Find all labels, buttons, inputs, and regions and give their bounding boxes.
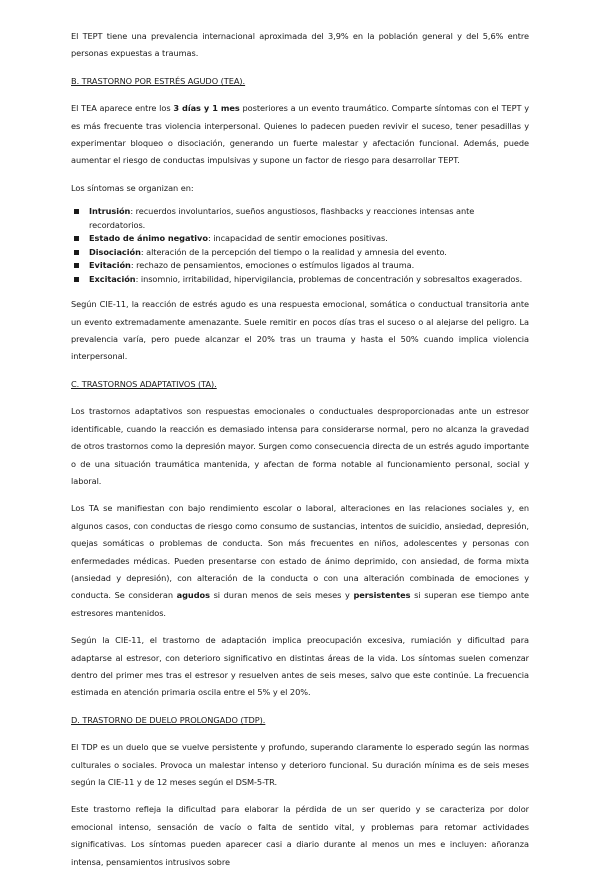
symptom-desc: : alteración de la percepción del tiempo o la realidad y amnesia del evento.	[140, 246, 447, 257]
text-run: si superan ese tiempo ante estresores mantenidos.	[71, 590, 529, 618]
section-d-paragraph-2: Este trastorno refleja la dificultad para elaborar la pérdida de un ser querido y se caracteriza por dolor emocional intenso, sensación de vacío o falta de sentido vital, y problemas para retomar actividades significativas. Los síntomas pueden aparecer casi a diario durante al menos un mes e incluyen: añoranza intensa, pensamientos intrusivos sobre	[71, 804, 529, 867]
square-bullet-icon	[74, 209, 79, 214]
text-run: posteriores a un evento traumático. Comparte síntomas con el TEPT y es más frecuente tras violencia interpersonal. Quienes lo padecen pueden revivir el suceso, tener pesadillas y experimentar bloqueo o disociación, generando un fuerte malestar y afectación funcional. Además, puede aumentar el riesgo de conductas impulsivas y supone un factor de riesgo para desarrollar TEPT.	[71, 103, 529, 166]
symptom-term: Estado de ánimo negativo	[89, 233, 208, 244]
section-d-heading: D. TRASTORNO DE DUELO PROLONGADO (TDP).	[71, 714, 266, 725]
section-d-paragraph-1: El TDP es un duelo que se vuelve persistente y profundo, superando claramente lo esperado según las normas culturales o sociales. Provoca un malestar intenso y deterioro funcional. Su duración mínima es de seis meses según la CIE-11 y de 12 meses según el DSM-5-TR.	[71, 742, 529, 787]
section-b-paragraph-2: Según CIE-11, la reacción de estrés agudo es una respuesta emocional, somática o conductual transitoria ante un evento extremadamente amenazante. Suele remitir en pocos días tras el suceso o al alejarse del peligro. La prevalencia varía, pero puede alcanzar el 20% tras un trauma y hasta el 50% cuando implica violencia interpersonal.	[71, 299, 529, 362]
section-c-heading: C. TRASTORNOS ADAPTATIVOS (TA).	[71, 378, 217, 389]
symptom-desc: : rechazo de pensamientos, emociones o estímulos ligados al trauma.	[130, 260, 415, 271]
square-bullet-icon	[74, 250, 79, 255]
symptom-term: Disociación	[89, 246, 141, 257]
symptoms-intro: Los síntomas se organizan en:	[71, 182, 194, 193]
symptoms-list	[71, 205, 529, 286]
bold-persistentes: persistentes	[353, 590, 411, 601]
square-bullet-icon	[74, 236, 79, 241]
symptom-desc: : recuerdos involuntarios, sueños angustiosos, flashbacks y reacciones intensas ante recordatorios.	[89, 206, 475, 230]
list-item	[71, 205, 529, 232]
list-item	[71, 232, 529, 246]
bold-agudos: agudos	[176, 590, 210, 601]
symptom-desc: : insomnio, irritabilidad, hipervigilancia, problemas de concentración y sobresaltos exagerados.	[135, 273, 523, 284]
symptom-desc: : incapacidad de sentir emociones positivas.	[207, 233, 388, 244]
text-run: El TEA aparece entre los	[71, 103, 174, 114]
square-bullet-icon	[74, 263, 79, 268]
section-c-paragraph-2	[71, 500, 529, 622]
section-b-paragraph-1	[71, 100, 529, 170]
list-item	[71, 273, 529, 287]
section-c-paragraph-3: Según la CIE-11, el trastorno de adaptación implica preocupación excesiva, rumiación y dificultad para adaptarse al estresor, con deterioro significativo en distintas áreas de la vida. Los síntomas suelen comenzar dentro del primer mes tras el estresor y resuelven antes de seis meses, salvo que este continúe. La frecuencia estimada en atención primaria oscila entre el 5% y el 20%.	[71, 635, 529, 698]
document-body	[71, 28, 529, 881]
text-run: Los TA se manifiestan con bajo rendimiento escolar o laboral, alteraciones en las relaciones sociales y, en algunos casos, con conductas de riesgo como consumo de sustancias, intentos de suicidio, ansiedad, depresión, quejas somáticas o problemas de conducta. Son más frecuentes en niños, adolescentes y personas con enfermedades médicas. Pueden presentarse con estado de ánimo deprimido, con ansiedad, de forma mixta (ansiedad y depresión), con alteración de la conducta o con una alteración combinada de emociones y conducta. Se consideran	[71, 503, 529, 601]
symptom-term: Intrusión	[89, 206, 131, 217]
list-item	[71, 259, 529, 273]
square-bullet-icon	[74, 277, 79, 282]
symptom-term: Excitación	[89, 273, 136, 284]
section-b-heading: B. TRASTORNO POR ESTRÉS AGUDO (TEA).	[71, 75, 246, 86]
section-c-paragraph-1: Los trastornos adaptativos son respuestas emocionales o conductuales desproporcionadas ante un estresor identificable, cuando la reacción es demasiado intensa para considerarse normal, pero no alcanza la gravedad de otros trastornos como la depresión mayor. Surgen como consecuencia directa de un estrés agudo importante o de una situación traumática mantenida, y afectan de forma notable al funcionamiento personal, social y laboral.	[71, 406, 529, 486]
text-run: si duran menos de seis meses y	[209, 590, 354, 601]
intro-paragraph: El TEPT tiene una prevalencia internacional aproximada del 3,9% en la población general y del 5,6% entre personas expuestas a traumas.	[71, 31, 529, 59]
bold-duration: 3 días y 1 mes	[173, 103, 240, 114]
symptom-term: Evitación	[89, 260, 131, 271]
list-item	[71, 246, 529, 260]
